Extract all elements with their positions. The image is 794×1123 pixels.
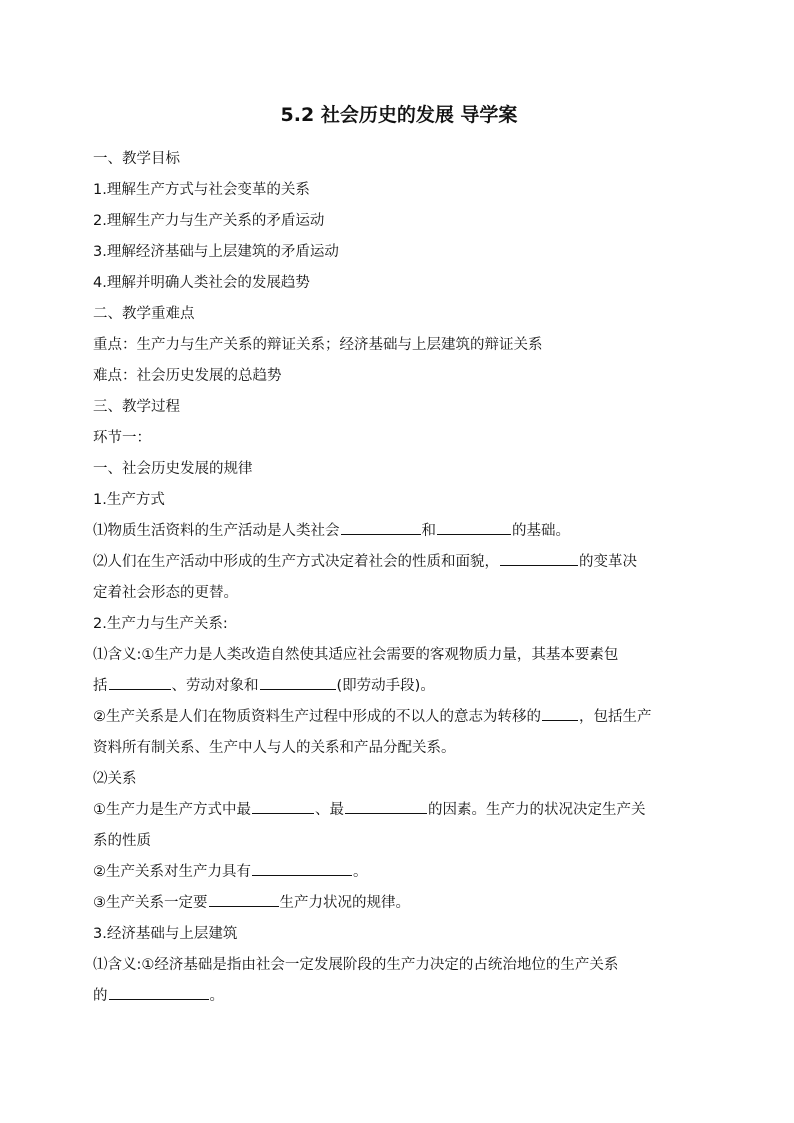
- question-text: 的: [93, 988, 108, 1004]
- section-heading-key-points: 二、教学重难点: [93, 306, 195, 322]
- fill-blank[interactable]: [109, 672, 171, 690]
- objective-3: 3.理解经济基础与上层建筑的矛盾运动: [93, 244, 339, 260]
- document-page: [93, 100, 705, 1012]
- question-text: ⑴物质生活资料的生产活动是人类社会: [93, 523, 340, 539]
- fill-blank[interactable]: [437, 517, 511, 535]
- question-line: [93, 857, 705, 888]
- fill-blank[interactable]: [260, 672, 336, 690]
- fill-blank[interactable]: [252, 858, 352, 876]
- definition-line: ⑴含义:①生产力是人类改造自然使其适应社会需要的客观物质力量，其基本要素包: [93, 647, 619, 663]
- question-text: ①生产力是生产方式中最: [93, 802, 251, 818]
- question-line: [93, 981, 705, 1012]
- fill-blank[interactable]: [542, 703, 578, 721]
- question-text: ③生产关系一定要: [93, 895, 208, 911]
- question-text: ，包括生产: [579, 709, 652, 725]
- question-text: 。: [353, 864, 368, 880]
- question-text: 和: [421, 523, 436, 539]
- question-text: (即劳动手段)。: [336, 678, 435, 694]
- question-line-continued: 定着社会形态的更替。: [93, 585, 238, 601]
- question-text: 的基础。: [512, 523, 570, 539]
- fill-blank[interactable]: [209, 889, 279, 907]
- objective-2: 2.理解生产力与生产关系的矛盾运动: [93, 213, 325, 229]
- question-text: 生产力状况的规律。: [279, 895, 410, 911]
- question-text: 的因素。生产力的状况决定生产关: [428, 802, 646, 818]
- question-text: 、劳动对象和: [171, 678, 259, 694]
- definition-line: ⑴含义:①经济基础是指由社会一定发展阶段的生产力决定的占统治地位的生产关系: [93, 957, 619, 973]
- question-text: ②生产关系对生产力具有: [93, 864, 251, 880]
- difficult-point: 难点：社会历史发展的总趋势: [93, 368, 282, 384]
- question-text: 的变革决: [579, 554, 637, 570]
- question-text: 括: [93, 678, 108, 694]
- question-text: ⑵人们在生产活动中形成的生产方式决定着社会的性质和面貌，: [93, 554, 499, 570]
- fill-blank[interactable]: [109, 982, 209, 1000]
- fill-blank[interactable]: [345, 796, 427, 814]
- question-line-continued: 系的性质: [93, 833, 151, 849]
- fill-blank[interactable]: [500, 548, 578, 566]
- question-line: [93, 671, 705, 702]
- objective-1: 1.理解生产方式与社会变革的关系: [93, 182, 310, 198]
- key-point: 重点：生产力与生产关系的辩证关系；经济基础与上层建筑的辩证关系: [93, 337, 543, 353]
- question-line: [93, 702, 705, 733]
- question-line: [93, 795, 705, 826]
- question-line: [93, 516, 705, 547]
- subheading-production-mode: 1.生产方式: [93, 492, 165, 508]
- question-line: [93, 547, 705, 578]
- objective-4: 4.理解并明确人类社会的发展趋势: [93, 275, 310, 291]
- fill-blank[interactable]: [252, 796, 314, 814]
- fill-blank[interactable]: [341, 517, 421, 535]
- question-line: [93, 888, 705, 919]
- question-text: ②生产关系是人们在物质资料生产过程中形成的不以人的意志为转移的: [93, 709, 541, 725]
- question-line-continued: 资料所有制关系、生产中人与人的关系和产品分配关系。: [93, 740, 456, 756]
- section-heading-process: 三、教学过程: [93, 399, 180, 415]
- section-heading-objectives: 一、教学目标: [93, 151, 180, 167]
- document-title: 5.2 社会历史的发展 导学案: [280, 104, 518, 126]
- question-text: 、最: [315, 802, 344, 818]
- stage-one-label: 环节一：: [93, 430, 151, 446]
- subheading-productive-forces: 2.生产力与生产关系:: [93, 616, 228, 632]
- subheading-relation: ⑵关系: [93, 771, 137, 787]
- question-text: 。: [209, 988, 224, 1004]
- subheading-laws: 一、社会历史发展的规律: [93, 461, 253, 477]
- subheading-economic-base: 3.经济基础与上层建筑: [93, 926, 238, 942]
